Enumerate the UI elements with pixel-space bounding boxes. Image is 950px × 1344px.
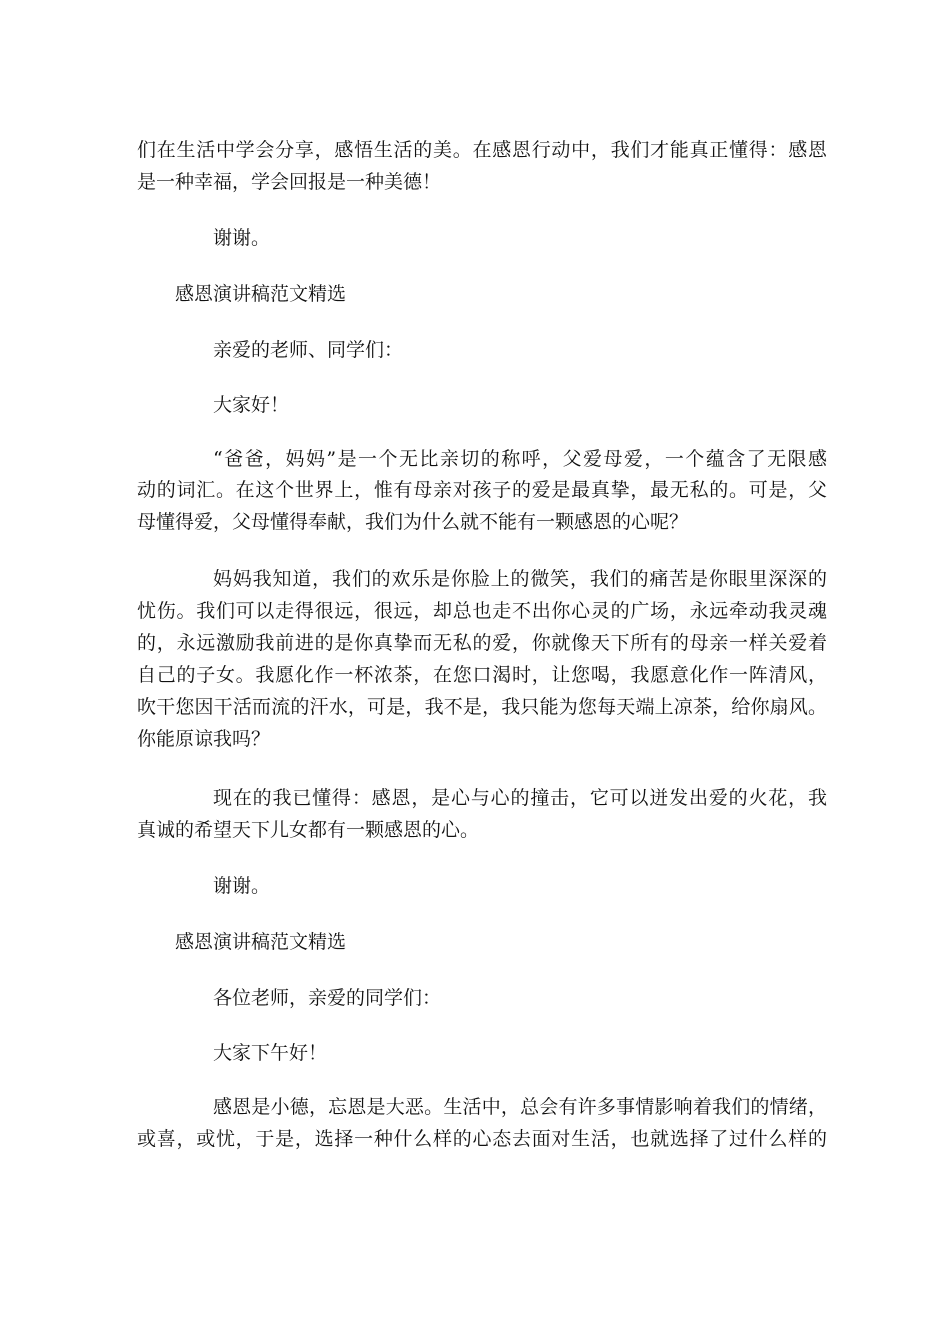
section-title: 感恩演讲稿范文精选 — [175, 283, 347, 305]
closing-thanks: 谢谢。 — [213, 227, 271, 249]
paragraph-line: 吹干您因干活而流的汗水，可是，我不是，我只能为您每天端上凉茶，给你扇风。 — [137, 696, 827, 718]
greeting: 大家下午好！ — [213, 1042, 328, 1064]
paragraph-line: 真诚的希望天下儿女都有一颗感恩的心。 — [137, 819, 480, 841]
closing-thanks: 谢谢。 — [213, 875, 271, 897]
paragraph-line: 动的词汇。在这个世界上，惟有母亲对孩子的爱是最真挚，最无私的。可是，父 — [137, 479, 827, 501]
paragraph-line: “爸爸，妈妈”是一个无比亲切的称呼，父爱母爱，一个蕴含了无限感 — [213, 448, 827, 470]
paragraph-line: 或喜，或忧，于是，选择一种什么样的心态去面对生活，也就选择了过什么样的 — [137, 1128, 827, 1150]
section-title: 感恩演讲稿范文精选 — [175, 931, 347, 953]
paragraph-line: 忧伤。我们可以走得很远，很远，却总也走不出你心灵的广场，永远牵动我灵魂 — [137, 600, 827, 622]
salutation: 各位老师，亲爱的同学们： — [213, 987, 442, 1009]
paragraph-line: 们在生活中学会分享，感悟生活的美。在感恩行动中，我们才能真正懂得：感恩 — [137, 139, 827, 161]
greeting: 大家好！ — [213, 394, 290, 416]
paragraph-line: 你能原谅我吗？ — [137, 728, 271, 750]
paragraph-line: 母懂得爱，父母懂得奉献，我们为什么就不能有一颗感恩的心呢？ — [137, 511, 689, 533]
paragraph-line: 现在的我已懂得：感恩，是心与心的撞击，它可以迸发出爱的火花，我 — [213, 787, 827, 809]
paragraph-line: 是一种幸福，学会回报是一种美德！ — [137, 171, 442, 193]
paragraph-line: 感恩是小德，忘恩是大恶。生活中，总会有许多事情影响着我们的情绪， — [213, 1096, 827, 1118]
paragraph-line: 的，永远激励我前进的是你真挚而无私的爱，你就像天下所有的母亲一样关爱着 — [137, 632, 827, 654]
salutation: 亲爱的老师、同学们： — [213, 339, 404, 361]
paragraph-line: 妈妈我知道，我们的欢乐是你脸上的微笑，我们的痛苦是你眼里深深的 — [213, 568, 827, 590]
paragraph-line: 自己的子女。我愿化作一杯浓茶，在您口渴时，让您喝，我愿意化作一阵清风， — [137, 664, 827, 686]
